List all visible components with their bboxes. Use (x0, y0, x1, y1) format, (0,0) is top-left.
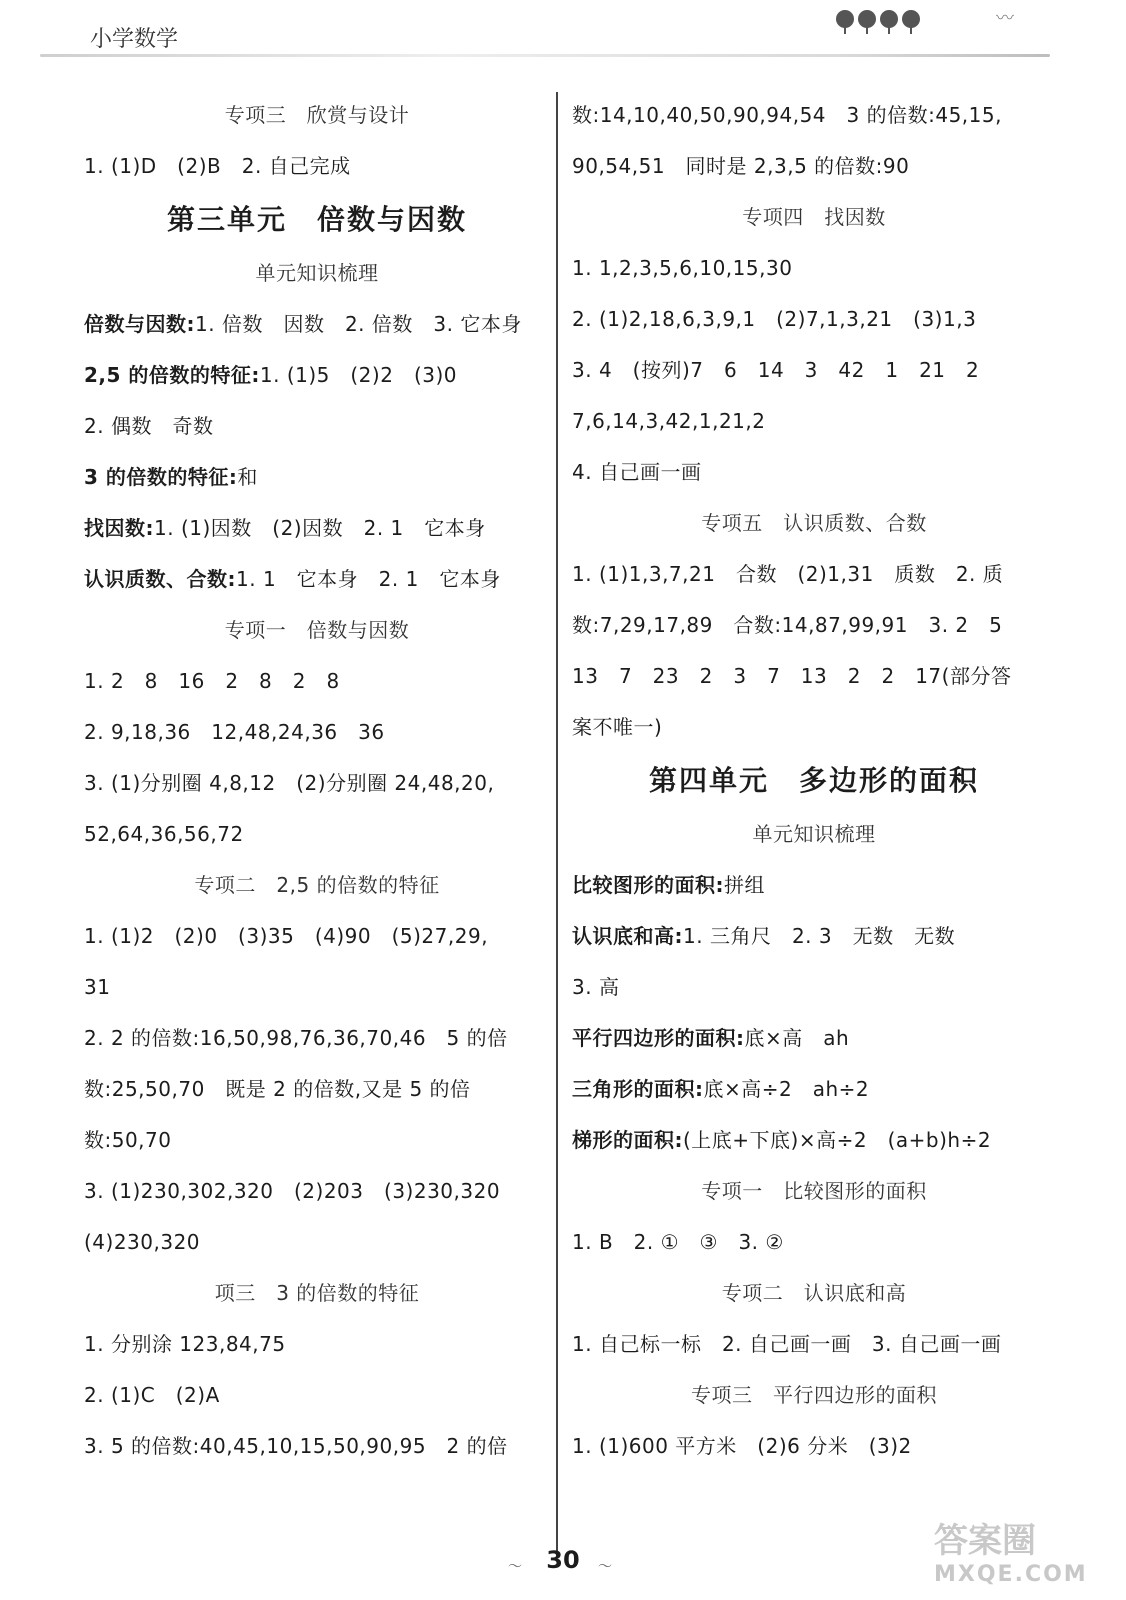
review-label: 梯形的面积: (572, 1128, 683, 1152)
review-text: 和 (237, 465, 258, 489)
answer-line: 数:25,50,70 既是 2 的倍数,又是 5 的倍 (84, 1077, 471, 1101)
review-text: 底×高÷2 ah÷2 (703, 1077, 870, 1101)
answer-line: 1. 分别涂 123,84,75 (84, 1332, 286, 1356)
review-text: 1. 三角尺 2. 3 无数 无数 (683, 924, 956, 948)
review-line (84, 350, 550, 401)
left-column (84, 90, 550, 1472)
answer-line: 1. 自己标一标 2. 自己画一画 3. 自己画一画 (572, 1332, 1002, 1356)
review-label: 找因数: (84, 516, 154, 540)
review-label: 倍数与因数: (84, 312, 195, 336)
answer-line: 3. 4 (按列)7 6 14 3 42 1 21 2 (572, 358, 980, 382)
section-title: 专项三 平行四边形的面积 (691, 1383, 937, 1407)
leaf-decoration-icon: 〜 (508, 1559, 522, 1575)
watermark-url: MXQE.COM (934, 1562, 1088, 1587)
answer-line: 3. 5 的倍数:40,45,10,15,50,90,95 2 的倍 (84, 1434, 508, 1458)
answer-line: 1. B 2. ① ③ 3. ② (572, 1230, 784, 1254)
answer-line: 案不唯一) (572, 715, 663, 739)
review-line (572, 911, 1056, 962)
answer-line: 1. (1)2 (2)0 (3)35 (4)90 (5)27,29, (84, 924, 489, 948)
answer-line: 7,6,14,3,42,1,21,2 (572, 409, 766, 433)
answer-line: 数:7,29,17,89 合数:14,87,99,91 3. 2 5 (572, 613, 1003, 637)
right-column (572, 90, 1056, 1472)
section-title: 专项四 找因数 (742, 205, 886, 229)
review-label: 比较图形的面积: (572, 873, 724, 897)
page-header (0, 0, 1126, 70)
review-line (84, 503, 550, 554)
review-text: 拼组 (724, 873, 765, 897)
answer-line: 2. (1)C (2)A (84, 1383, 220, 1407)
review-text: 1. 倍数 因数 2. 倍数 3. 它本身 (195, 312, 522, 336)
review-line (572, 1115, 1056, 1166)
section-title: 专项二 2,5 的倍数的特征 (194, 873, 440, 897)
section-title: 专项五 认识质数、合数 (701, 511, 927, 535)
answer-line: 52,64,36,56,72 (84, 822, 244, 846)
answer-line: 数:14,10,40,50,90,94,54 3 的倍数:45,15, (572, 103, 1002, 127)
watermark-text: 答案圈 (934, 1521, 1036, 1561)
unit-review-title: 单元知识梳理 (255, 261, 379, 285)
answer-line: 数:50,70 (84, 1128, 172, 1152)
answer-line: 2. 2 的倍数:16,50,98,76,36,70,46 5 的倍 (84, 1026, 508, 1050)
column-divider (556, 92, 558, 1552)
answer-line: 1. (1)600 平方米 (2)6 分米 (3)2 (572, 1434, 912, 1458)
review-line (84, 299, 550, 350)
answer-line: 1. 1,2,3,5,6,10,15,30 (572, 256, 793, 280)
review-line (572, 1064, 1056, 1115)
watermark-logo (934, 1521, 1114, 1594)
review-label: 3 的倍数的特征: (84, 465, 238, 489)
leaf-decoration-icon: 〜 (598, 1559, 612, 1575)
answer-line: 13 7 23 2 3 7 13 2 2 17(部分答 (572, 664, 1012, 688)
review-label: 平行四边形的面积: (572, 1026, 745, 1050)
review-line: 3. 高 (572, 975, 620, 999)
review-line: 2. 偶数 奇数 (84, 414, 214, 438)
header-divider (40, 54, 1050, 57)
section-title: 专项二 认识底和高 (721, 1281, 907, 1305)
tree-decoration-icon (836, 10, 924, 32)
review-label: 认识底和高: (572, 924, 683, 948)
section-title: 专项一 倍数与因数 (224, 618, 410, 642)
review-label: 三角形的面积: (572, 1077, 704, 1101)
review-label: 2,5 的倍数的特征: (84, 363, 260, 387)
bird-icon: 〰 (996, 8, 1014, 29)
answer-line: 2. 9,18,36 12,48,24,36 36 (84, 720, 385, 744)
review-text: 底×高 ah (744, 1026, 850, 1050)
review-line (84, 554, 550, 605)
answer-line: (4)230,320 (84, 1230, 201, 1254)
answer-line: 4. 自己画一画 (572, 460, 702, 484)
review-text: 1. (1)5 (2)2 (3)0 (259, 363, 457, 387)
review-label: 认识质数、合数: (84, 567, 236, 591)
review-line (84, 452, 550, 503)
answer-line: 1. (1)1,3,7,21 合数 (2)1,31 质数 2. 质 (572, 562, 1004, 586)
review-line (572, 1013, 1056, 1064)
unit-title: 第四单元 多边形的面积 (648, 764, 979, 797)
answer-line: 1. (1)D (2)B 2. 自己完成 (84, 154, 351, 178)
section-title: 专项一 比较图形的面积 (701, 1179, 927, 1203)
answer-line: 3. (1)分别圈 4,8,12 (2)分别圈 24,48,20, (84, 771, 495, 795)
answer-line: 2. (1)2,18,6,3,9,1 (2)7,1,3,21 (3)1,3 (572, 307, 977, 331)
review-text: 1. (1)因数 (2)因数 2. 1 它本身 (154, 516, 486, 540)
unit-title: 第三单元 倍数与因数 (166, 203, 467, 236)
review-text: (上底+下底)×高÷2 (a+b)h÷2 (683, 1128, 992, 1152)
unit-review-title: 单元知识梳理 (752, 822, 876, 846)
answer-line: 31 (84, 975, 111, 999)
section-title: 专项三 欣赏与设计 (224, 103, 410, 127)
section-title: 项三 3 的倍数的特征 (214, 1281, 420, 1305)
page-number: 30 (546, 1546, 580, 1574)
answer-line: 3. (1)230,302,320 (2)203 (3)230,320 (84, 1179, 501, 1203)
review-line (572, 860, 1056, 911)
answer-line: 90,54,51 同时是 2,3,5 的倍数:90 (572, 154, 910, 178)
answer-line: 1. 2 8 16 2 8 2 8 (84, 669, 340, 693)
review-text: 1. 1 它本身 2. 1 它本身 (236, 567, 501, 591)
book-title: 小学数学 (90, 27, 179, 52)
